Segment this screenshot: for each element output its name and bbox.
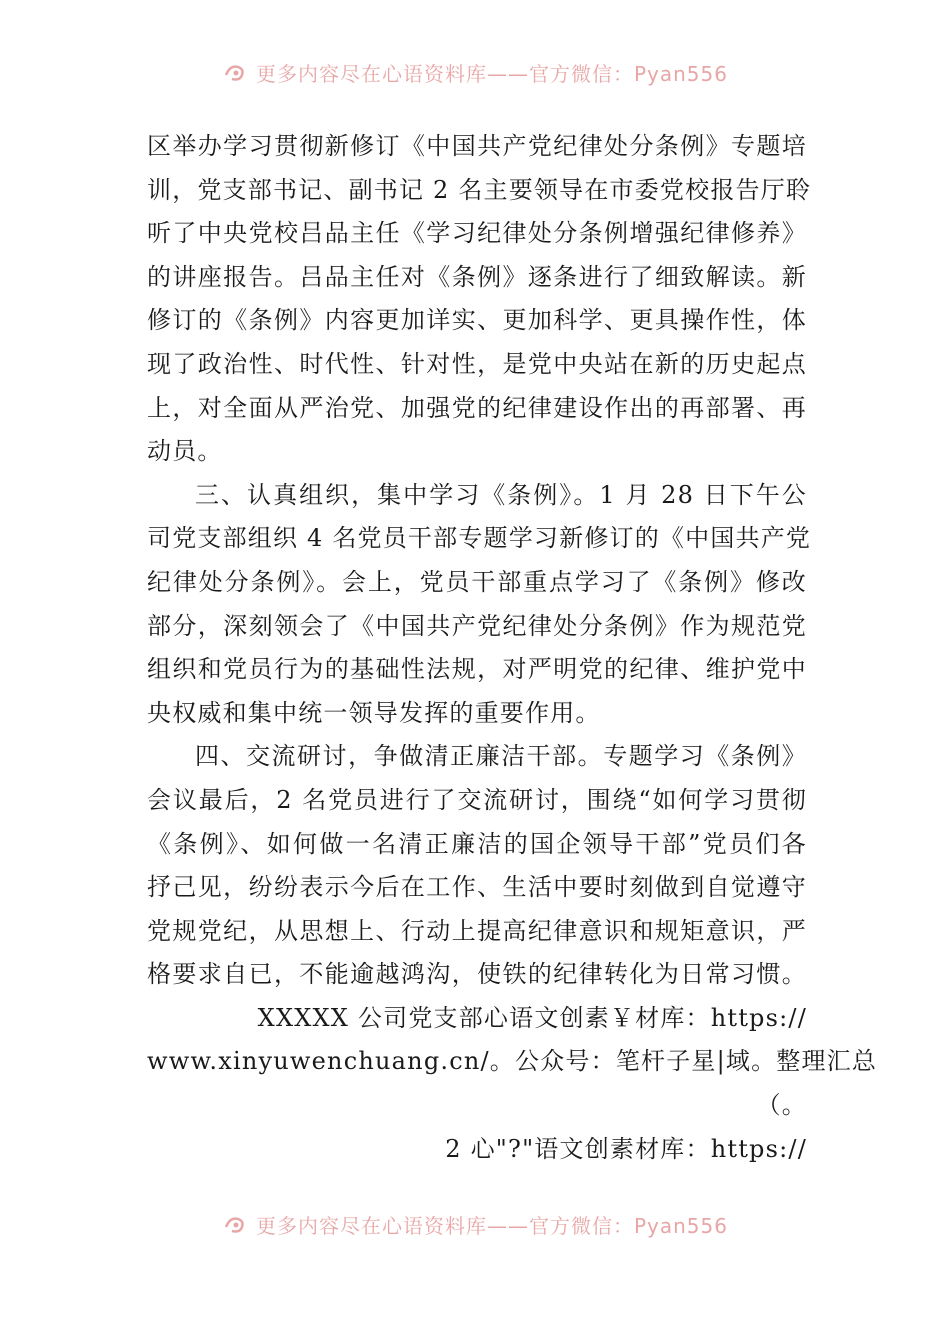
document-body [147, 125, 878, 1171]
text-line: 会议最后，2 名党员进行了交流研讨，围绕“如何学习贯彻 [147, 785, 807, 814]
text-line: 组织和党员行为的基础性法规，对严明党的纪律、维护党中 [147, 655, 807, 684]
text-line: 部分，深刻领会了《中国共产党纪律处分条例》作为规范党 [147, 611, 807, 640]
text-line: 上，对全面从严治党、加强党的纪律建设作出的再部署、再 [147, 393, 807, 422]
text-line: 司党支部组织 4 名党员干部专题学习新修订的《中国共产党 [147, 524, 812, 553]
watermark-footer [0, 1204, 950, 1244]
text-line: www.xinyuwenchuang.cn/。公众号：笔杆子星|域。整理汇总 [147, 1047, 878, 1076]
text-line: 三、认真组织，集中学习《条例》。1 月 28 日下午公 [195, 480, 807, 509]
text-line: 听了中央党校吕品主任《学习纪律处分条例增强纪律修养》 [147, 219, 807, 248]
text-line: 修订的《条例》内容更加详实、更加科学、更具操作性，体 [147, 306, 807, 335]
text-line: 抒己见，纷纷表示今后在工作、生活中要时刻做到自觉遵守 [147, 873, 807, 902]
logo-icon [222, 61, 250, 83]
text-line: 四、交流研讨，争做清正廉洁干部。专题学习《条例》 [195, 742, 807, 771]
text-line: 训，党支部书记、副书记 2 名主要领导在市委党校报告厅聆 [147, 175, 812, 204]
watermark-text: 更多内容尽在心语资料库——官方微信：Pyan556 [255, 1213, 728, 1238]
text-line: 现了政治性、时代性、针对性，是党中央站在新的历史起点 [147, 349, 807, 378]
logo-icon [222, 1213, 250, 1235]
text-line: （。 [756, 1091, 807, 1120]
text-line: 动员。 [147, 437, 223, 466]
watermark-text: 更多内容尽在心语资料库——官方微信：Pyan556 [255, 61, 728, 86]
text-line: 2 心"?"语文创素材库：https:// [445, 1134, 807, 1163]
watermark-header [0, 52, 950, 92]
text-line: 区举办学习贯彻新修订《中国共产党纪律处分条例》专题培 [147, 132, 807, 160]
text-line: 央权威和集中统一领导发挥的重要作用。 [147, 698, 601, 727]
text-line: 的讲座报告。吕品主任对《条例》逐条进行了细致解读。新 [147, 262, 807, 291]
text-line: 《条例》、如何做一名清正廉洁的国企领导干部”党员们各 [147, 829, 807, 858]
text-line: 党规党纪，从思想上、行动上提高纪律意识和规矩意识，严 [147, 916, 807, 945]
text-line: 纪律处分条例》。会上，党员干部重点学习了《条例》修改 [147, 567, 807, 596]
text-line: XXXXX 公司党支部心语文创素￥材库：https:// [257, 1003, 807, 1032]
text-line: 格要求自已，不能逾越鸿沟，使铁的纪律转化为日常习惯。 [147, 960, 807, 989]
